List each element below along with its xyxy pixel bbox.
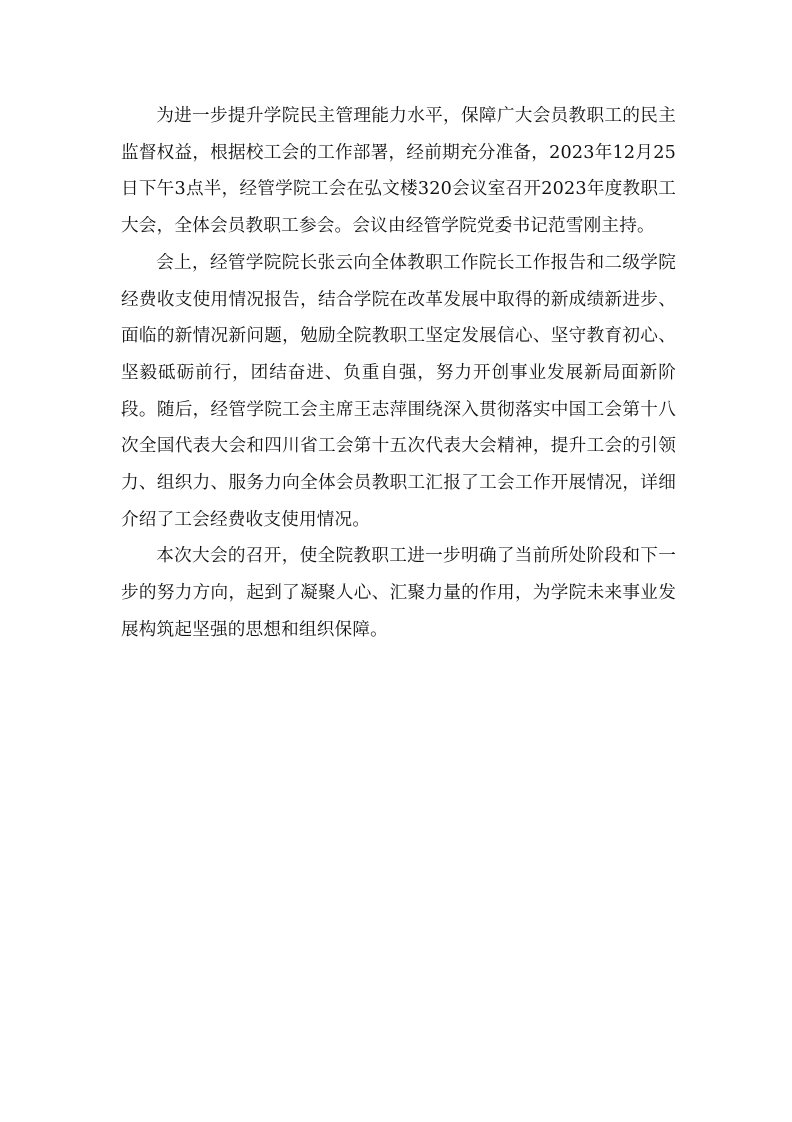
paragraph-meeting-reports: 会上，经管学院院长张云向全体教职工作院长工作报告和二级学院经费收支使用情况报告，结合学院在改革发展中取得的新成绩新进步、面临的新情况新问题，勉励全院教职工坚定发展信心、坚守教育初心、坚毅砥砺前行，团结奋进、负重自强，努力开创事业发展新局面新阶段。随后，经管学院工会主席王志萍围绕深入贯彻落实中国工会第十八次全国代表大会和四川省工会第十五次代表大会精神，提升工会的引领力、组织力、服务力向全体会员教职工汇报了工会工作开展情况，详细介绍了工会经费收支使用情况。 — [121, 252, 676, 530]
paragraph-meeting-intro: 为进一步提升学院民主管理能力水平，保障广大会员教职工的民主监督权益，根据校工会的工作部署，经前期充分准备，2023年12月25日下午3点半，经管学院工会在弘文楼320会议室召开2023年度教职工大会，全体会员教职工参会。会议由经管学院党委书记范雪刚主持。 — [121, 106, 676, 237]
document-body — [121, 98, 676, 649]
paragraph-meeting-significance: 本次大会的召开，使全院教职工进一步明确了当前所处阶段和下一步的努力方向，起到了凝聚人心、汇聚力量的作用，为学院未来事业发展构筑起坚强的思想和组织保障。 — [121, 546, 676, 640]
